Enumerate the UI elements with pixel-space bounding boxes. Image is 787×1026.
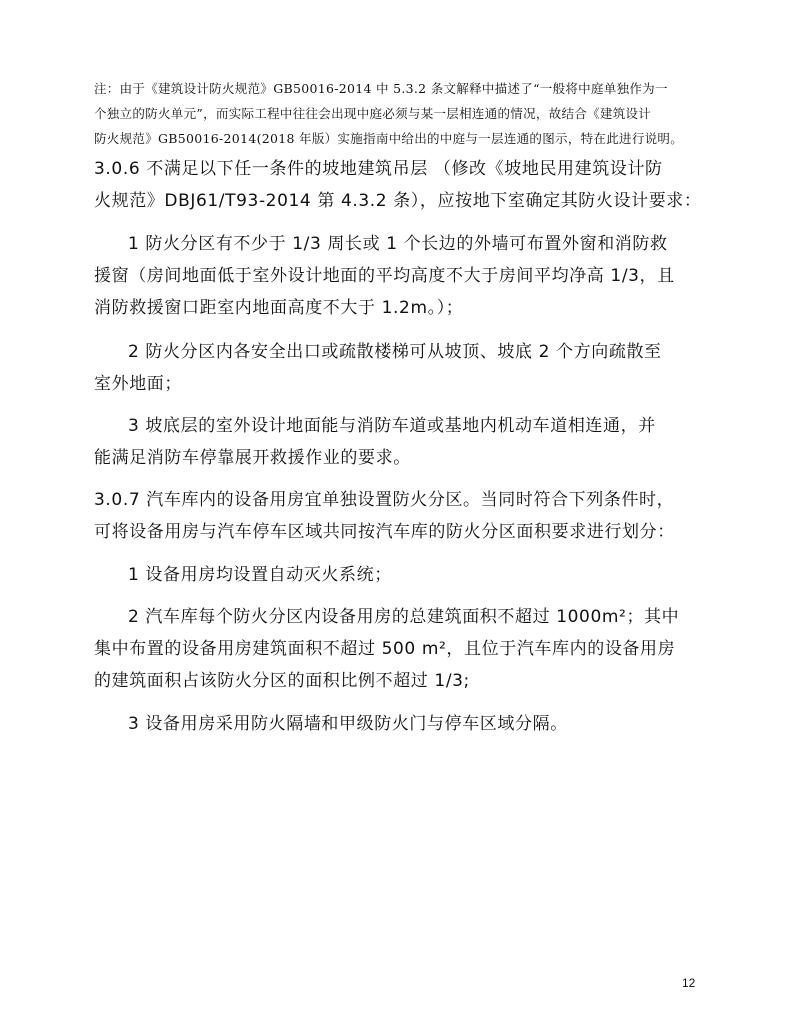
item-line: 3 设备用房采用防火隔墙和甲级防火门与停车区域分隔。 [128,714,568,734]
heading-line: 可将设备用房与汽车停车区域共同按汽车库的防火分区面积要求进行划分： [94,522,675,542]
item-line: 2 防火分区内各安全出口或疏散楼梯可从坡顶、坡底 2 个方向疏散至 [128,342,662,362]
note-line: 注：由于《建筑设计防火规范》GB50016-2014 中 5.3.2 条文解释中描述了“一般将中庭单独作为一 [94,81,668,96]
item-line: 能满足消防车停靠展开救援作业的要求。 [94,448,411,468]
heading-line: 3.0.7 汽车库内的设备用房宜单独设置防火分区。当同时符合下列条件时， [94,490,675,510]
heading-line: 火规范》DBJ61/T93-2014 第 4.3.2 条），应按地下室确定其防火设计要求： [94,191,702,211]
note-paragraph [94,76,700,151]
page-number: 12 [682,976,696,990]
item-line: 3 坡底层的室外设计地面能与消防车道或基地内机动车道相连通，并 [128,416,656,436]
item-line: 室外地面； [94,374,182,394]
section-3-0-7-item-2 [94,601,704,697]
section-3-0-7-item-3 [94,708,704,740]
item-line: 2 汽车库每个防火分区内设备用房的总建筑面积不超过 1000m²；其中 [128,607,680,627]
section-3-0-6-item-1 [94,228,704,324]
section-3-0-7-heading [94,484,704,548]
section-3-0-7-item-1 [94,559,704,591]
item-line: 1 设备用房均设置自动灭火系统； [128,565,392,585]
item-line: 援窗（房间地面低于室外设计地面的平均高度不大于房间平均净高 1/3，且 [94,266,675,286]
section-3-0-6-item-2 [94,336,704,400]
section-3-0-6-heading [94,153,704,217]
item-line: 的建筑面积占该防火分区的面积比例不超过 1/3; [94,671,470,691]
item-line: 1 防火分区有不少于 1/3 周长或 1 个长边的外墙可布置外窗和消防救 [128,234,668,254]
heading-line: 3.0.6 不满足以下任一条件的坡地建筑吊层 （修改《坡地民用建筑设计防 [94,159,663,179]
note-line: 个独立的防火单元”，而实际工程中往往会出现中庭必须与某一层相连通的情况，故结合《建筑设计 [94,106,652,121]
item-line: 消防救援窗口距室内地面高度不大于 1.2m。）； [94,298,464,318]
note-line: 防火规范》GB50016-2014(2018 年版）实施指南中给出的中庭与一层连通的图示，特在此进行说明。 [94,131,684,146]
section-3-0-6-item-3 [94,410,704,474]
item-line: 集中布置的设备用房建筑面积不超过 500 m²，且位于汽车库内的设备用房 [94,639,676,659]
